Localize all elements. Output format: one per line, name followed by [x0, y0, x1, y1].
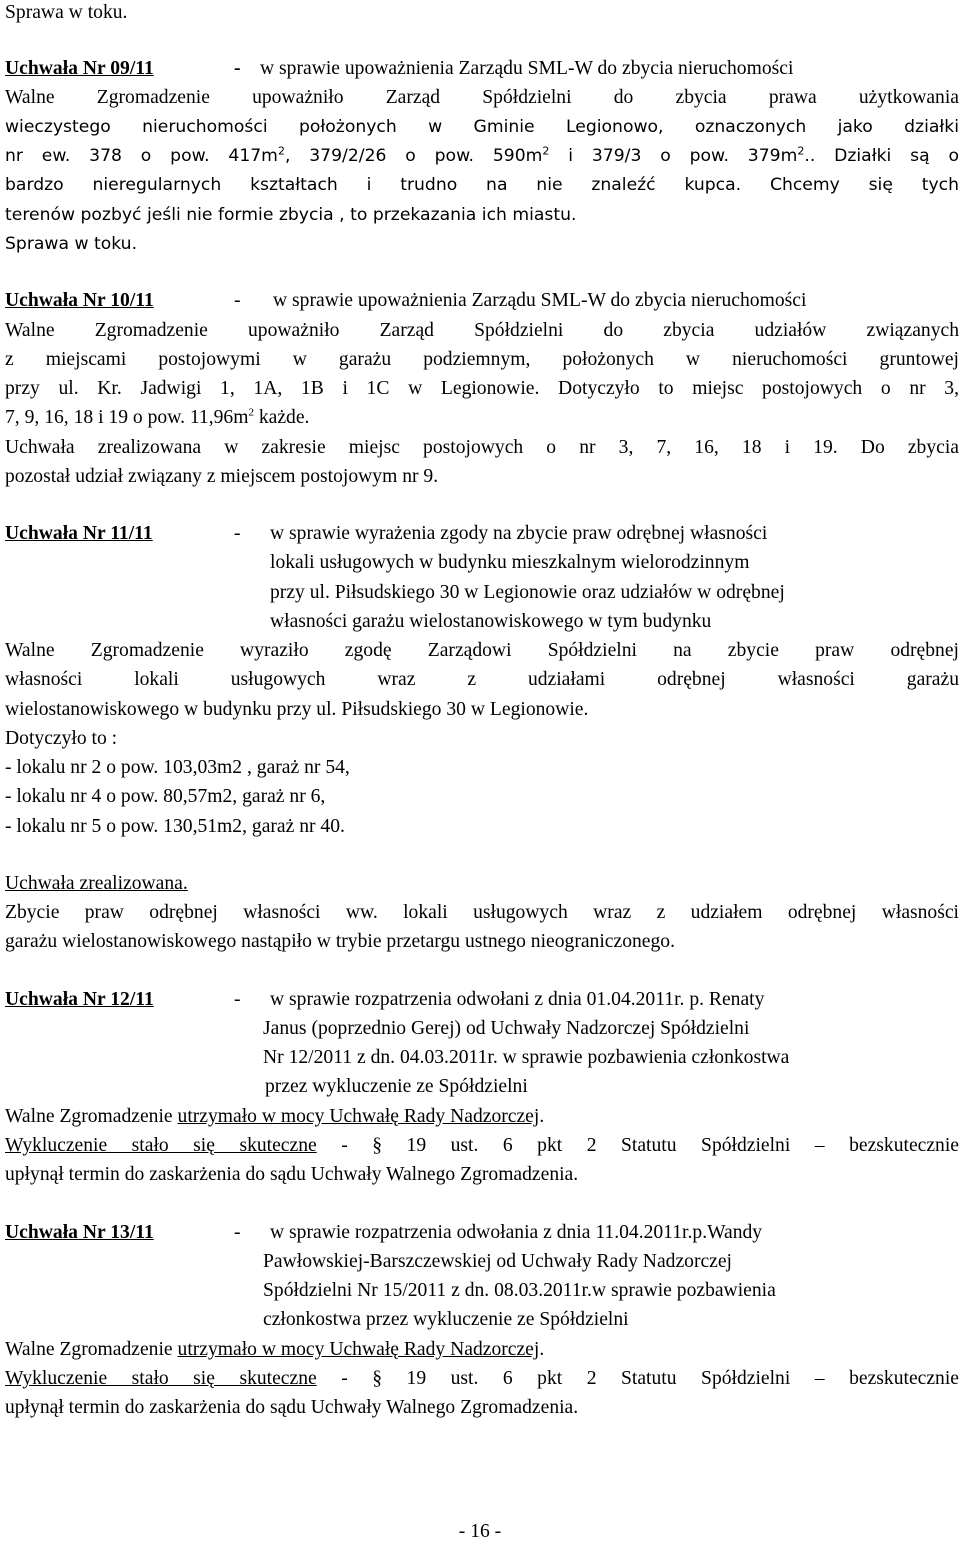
- resolution-13-subject-line: Pawłowskiej-Barszczewskiej od Uchwały Rady Nadzorczej: [263, 1251, 732, 1272]
- resolution-11-line: własności lokali usługowych wraz z udziałami odrębnej własności garażu: [5, 669, 959, 690]
- resolution-09-dash: -: [234, 58, 241, 79]
- resolution-10-line: 7, 9, 16, 18 i 19 o pow. $11,96m^2$ każde.: [5, 406, 310, 428]
- resolution-10-dash: -: [234, 290, 241, 311]
- resolution-09-line: nr ew. 378 o pow. $417m^2$, 379/2/26 o pow. $590m^2$ i 379/3 o pow. $379m^2$.. Działki są o: [5, 144, 959, 166]
- resolution-13-line: upłynął termin do zaskarżenia do sądu Uchwały Walnego Zgromadzenia.: [5, 1397, 579, 1418]
- resolution-13-line: Walne Zgromadzenie utrzymało w mocy Uchwałę Rady Nadzorczej.: [5, 1339, 545, 1360]
- resolution-12-subject: w sprawie rozpatrzenia odwołani z dnia 01.04.2011r. p. Renaty: [270, 989, 765, 1010]
- resolution-11-subject-line: lokali usługowych w budynku mieszkalnym wielorodzinnym: [270, 552, 750, 573]
- resolution-10-line: Walne Zgromadzenie upoważniło Zarząd Spółdzielni do zbycia udziałów związanych: [5, 320, 959, 341]
- resolution-11-line: Dotyczyło to :: [5, 728, 118, 749]
- resolution-12-subject-line: Janus (poprzednio Gerej) od Uchwały Nadzorczej Spółdzielni: [263, 1018, 750, 1039]
- resolution-13-dash: -: [234, 1222, 241, 1243]
- resolution-10-line: przy ul. Kr. Jadwigi 1, 1A, 1B i 1C w Legionowie. Dotyczyło to miejsc postojowych o nr 3,: [5, 378, 959, 399]
- resolution-12-title: Uchwała Nr 12/11: [5, 989, 154, 1010]
- resolution-11-line: wielostanowiskowego w budynku przy ul. Piłsudskiego 30 w Legionowie.: [5, 699, 589, 720]
- resolution-13-title: Uchwała Nr 13/11: [5, 1222, 154, 1243]
- resolution-11-realized: Uchwała zrealizowana.: [5, 873, 188, 894]
- resolution-09-line: bardzo nieregularnych kształtach i trudno na nie znaleźć kupca. Chcemy się tych: [5, 175, 959, 195]
- resolution-12-line: Walne Zgromadzenie utrzymało w mocy Uchwałę Rady Nadzorczej.: [5, 1106, 545, 1127]
- resolution-13-subject-line: członkostwa przez wykluczenie ze Spółdzielni: [263, 1309, 629, 1330]
- resolution-09-title: Uchwała Nr 09/11: [5, 58, 154, 79]
- resolution-09-status: Sprawa w toku.: [5, 234, 138, 254]
- resolution-11-line: Zbycie praw odrębnej własności ww. lokali usługowych wraz z udziałem odrębnej własności: [5, 902, 959, 923]
- resolution-11-subject-line: własności garażu wielostanowiskowego w tym budynku: [270, 611, 712, 632]
- status-line: [5, 0, 959, 28]
- resolution-12-heading-line: [5, 985, 959, 1015]
- list-item: - lokalu nr 2 o pow. 103,03m2 , garaż nr 54,: [5, 757, 350, 778]
- resolution-10-subject: w sprawie upoważnienia Zarządu SML-W do zbycia nieruchomości: [273, 290, 807, 311]
- resolution-09-subject: w sprawie upoważnienia Zarządu SML-W do zbycia nieruchomości: [260, 58, 794, 79]
- resolution-11-title: Uchwała Nr 11/11: [5, 523, 153, 544]
- list-item: - lokalu nr 5 o pow. 130,51m2, garaż nr 40.: [5, 816, 345, 837]
- resolution-09-line: terenów pozbyć jeśli nie formie zbycia , to przekazania ich miastu.: [5, 205, 577, 225]
- resolution-12-subject-line: przez wykluczenie ze Spółdzielni: [265, 1076, 528, 1097]
- resolution-11-subject: w sprawie wyrażenia zgody na zbycie praw odrębnej własności: [270, 523, 768, 544]
- resolution-13-heading-line: [5, 1218, 959, 1248]
- resolution-10-heading-line: [5, 286, 959, 316]
- resolution-12-dash: -: [234, 989, 241, 1010]
- resolution-12-line: Wykluczenie stało się skuteczne - § 19 ust. 6 pkt 2 Statutu Spółdzielni – bezskutecznie: [5, 1135, 959, 1156]
- resolution-13-line: Wykluczenie stało się skuteczne - § 19 ust. 6 pkt 2 Statutu Spółdzielni – bezskutecznie: [5, 1368, 959, 1389]
- status-text: Sprawa w toku.: [5, 2, 128, 23]
- resolution-09-line: wieczystego nieruchomości położonych w Gminie Legionowo, oznaczonych jako działki: [5, 117, 959, 137]
- resolution-13-subject: w sprawie rozpatrzenia odwołania z dnia 11.04.2011r.p.Wandy: [270, 1222, 763, 1243]
- resolution-09-heading-line: [5, 54, 959, 84]
- resolution-13-subject-line: Spółdzielni Nr 15/2011 z dn. 08.03.2011r.w sprawie pozbawienia: [263, 1280, 776, 1301]
- resolution-11-line: Walne Zgromadzenie wyraziło zgodę Zarządowi Spółdzielni na zbycie praw odrębnej: [5, 640, 959, 661]
- resolution-11-heading-line: [5, 519, 959, 549]
- resolution-11-line: garażu wielostanowiskowego nastąpiło w trybie przetargu ustnego nieograniczonego.: [5, 931, 675, 952]
- resolution-12-subject-line: Nr 12/2011 z dn. 04.03.2011r. w sprawie pozbawienia członkostwa: [263, 1047, 790, 1068]
- resolution-10-title: Uchwała Nr 10/11: [5, 290, 154, 311]
- resolution-09-line: Walne Zgromadzenie upoważniło Zarząd Spółdzielni do zbycia prawa użytkowania: [5, 87, 959, 108]
- resolution-10-line: z miejscami postojowymi w garażu podziemnym, położonych w nieruchomości gruntowej: [5, 349, 959, 370]
- resolution-11-subject-line: przy ul. Piłsudskiego 30 w Legionowie oraz udziałów w odrębnej: [270, 582, 785, 603]
- resolution-12-line: upłynął termin do zaskarżenia do sądu Uchwały Walnego Zgromadzenia.: [5, 1164, 579, 1185]
- list-item: - lokalu nr 4 o pow. 80,57m2, garaż nr 6,: [5, 786, 326, 807]
- resolution-10-line: Uchwała zrealizowana w zakresie miejsc postojowych o nr 3, 7, 16, 18 i 19. Do zbycia: [5, 437, 959, 458]
- resolution-11-dash: -: [234, 523, 241, 544]
- page-number: - 16 -: [458, 1521, 502, 1542]
- resolution-10-line: pozostał udział związany z miejscem postojowym nr 9.: [5, 466, 439, 487]
